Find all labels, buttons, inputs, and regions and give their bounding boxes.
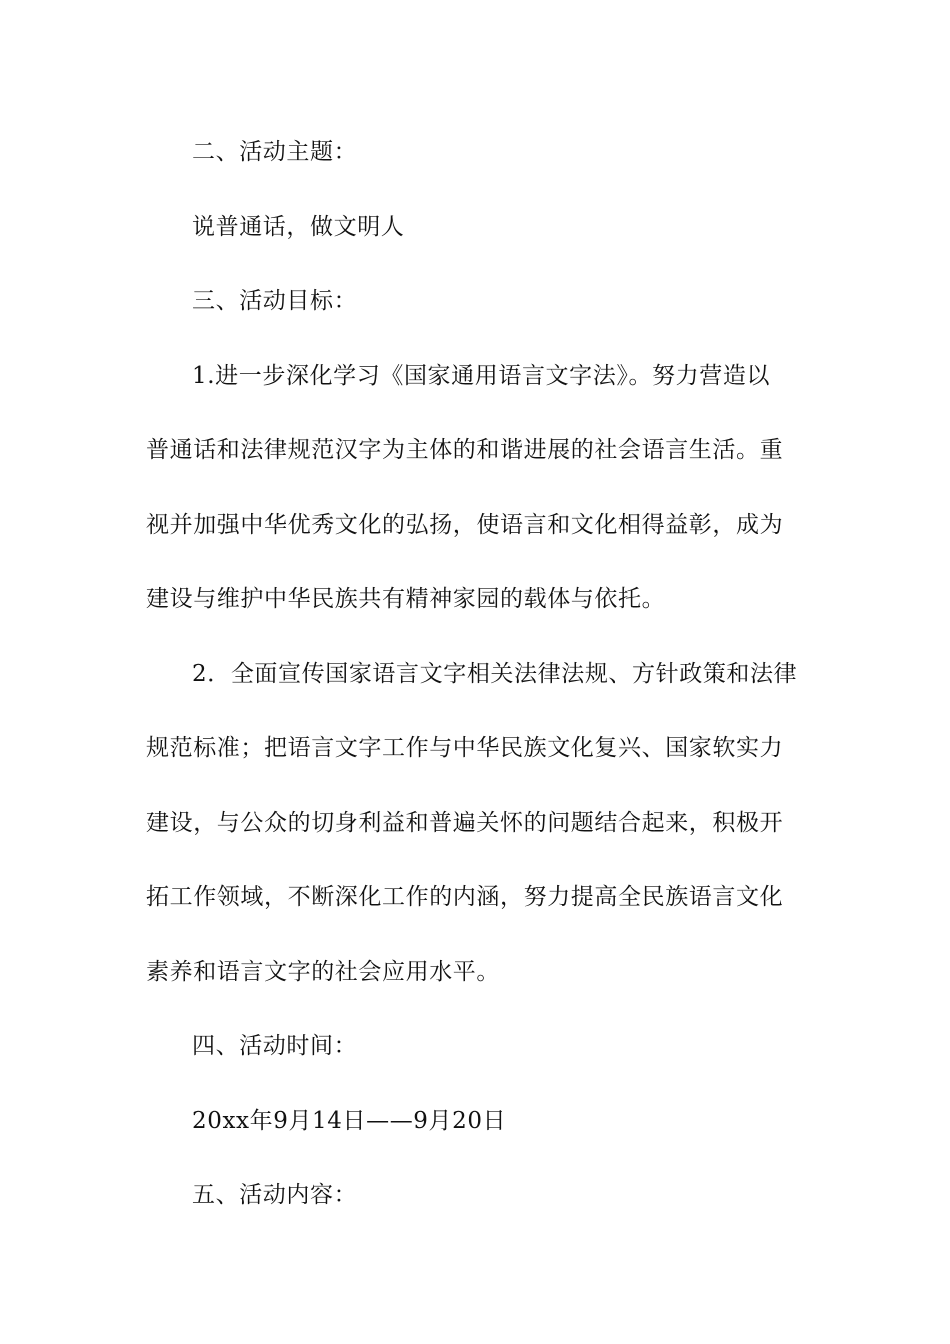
theme-text: 说普通话，做文明人 [192, 213, 405, 240]
goal-1-line-3: 视并加强中华优秀文化的弘扬，使语言和文化相得益彰，成为 [146, 511, 784, 538]
document-body [146, 130, 806, 1248]
section-heading-content: 五、活动内容： [192, 1182, 358, 1208]
goal-2-line-5: 素养和语言文字的社会应用水平。 [146, 958, 500, 985]
goal-2-line-3: 建设，与公众的切身利益和普遍关怀的问题结合起来，积极开 [146, 809, 784, 836]
goal-1-line-1: 1.进一步深化学习《国家通用语言文字法》。努力营造以 [192, 362, 771, 389]
goal-1-line-2: 普通话和法律规范汉字为主体的和谐进展的社会语言生活。重 [146, 437, 784, 463]
section-heading-time: 四、活动时间： [192, 1033, 358, 1059]
goal-2-line-4: 拓工作领域，不断深化工作的内涵，努力提高全民族语言文化 [146, 884, 784, 910]
time-text: 20xx年9月14日——9月20日 [192, 1107, 507, 1134]
section-heading-theme: 二、活动主题： [192, 139, 358, 165]
goal-2-line-2: 规范标准；把语言文字工作与中华民族文化复兴、国家软实力 [146, 735, 784, 761]
section-heading-goals: 三、活动目标： [192, 288, 358, 314]
goal-2-line-1: 2．全面宣传国家语言文字相关法律法规、方针政策和法律 [192, 660, 798, 687]
goal-1-line-4: 建设与维护中华民族共有精神家园的载体与依托。 [146, 586, 666, 612]
